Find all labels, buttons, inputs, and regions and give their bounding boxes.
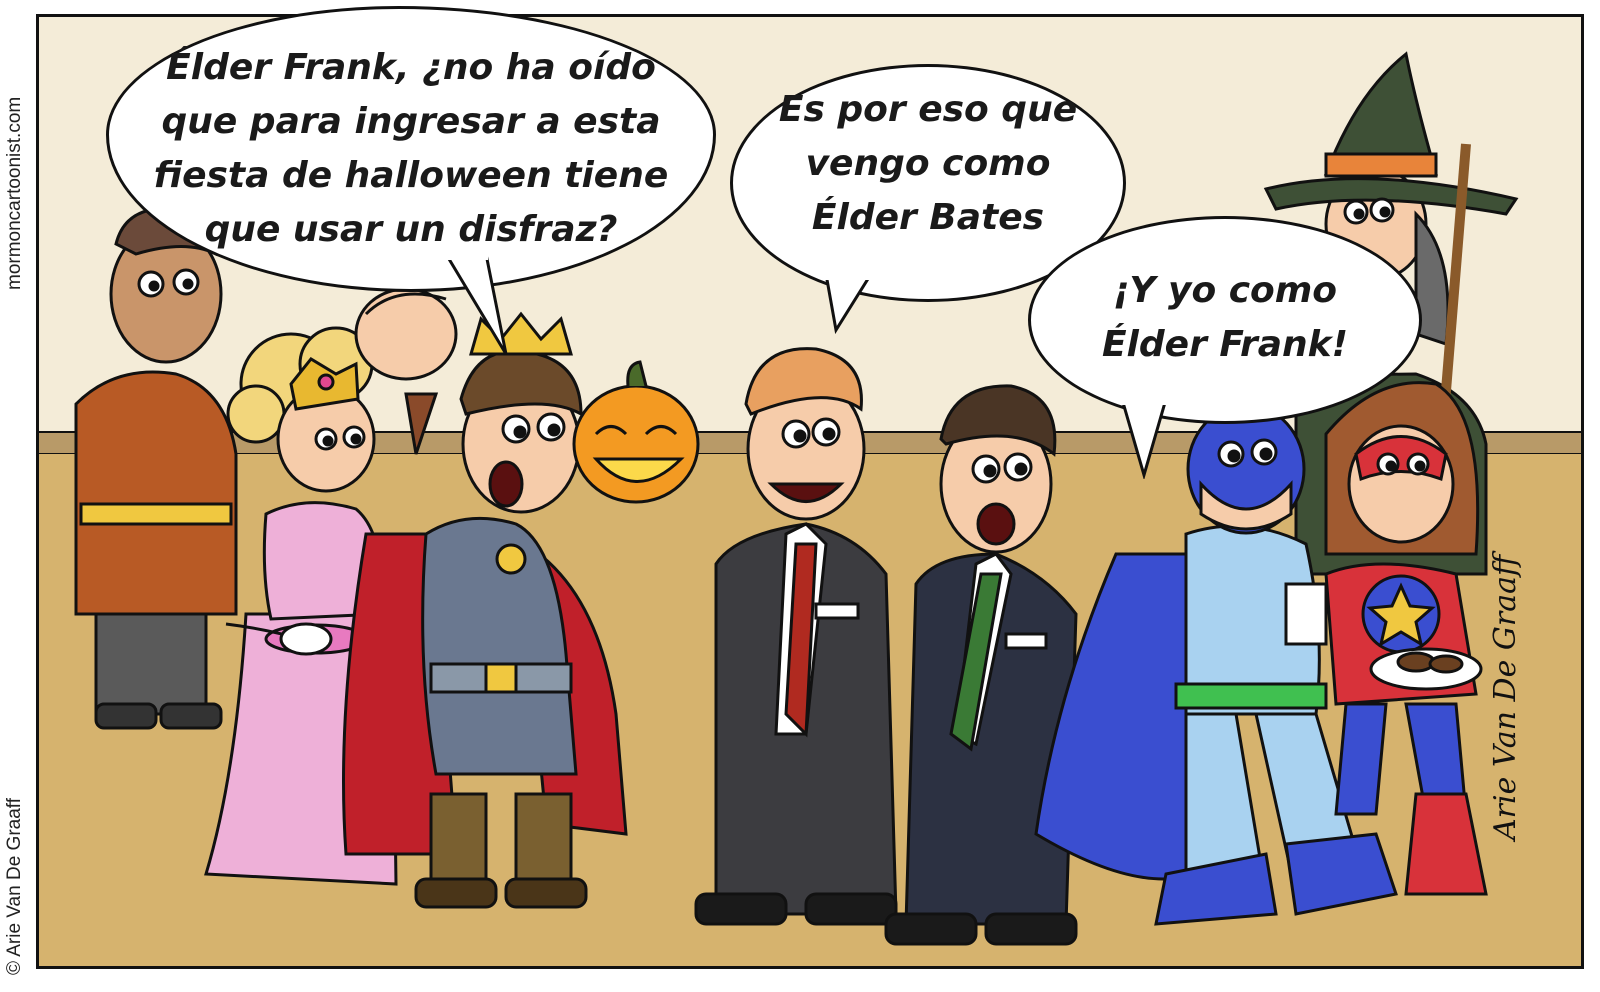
speech-line: ¡Y yo como [1112, 270, 1338, 311]
speech-line: Élder Frank! [1101, 324, 1349, 365]
speech-line: Es por eso que [778, 89, 1078, 130]
speech-bubble-missionary-tail [816, 274, 886, 334]
comic-panel [36, 14, 1584, 969]
speech-line: que usar un disfraz? [204, 209, 618, 250]
speech-line: Élder Frank, ¿no ha oído [166, 47, 656, 88]
site-credit: mormoncartoonist.com [4, 96, 25, 290]
copyright-credit: © Arie Van De Graaff [4, 798, 25, 975]
speech-line: Élder Bates [811, 197, 1045, 238]
speech-text-missionary [740, 83, 1116, 245]
speech-line: fiesta de halloween tiene [153, 155, 669, 196]
speech-text-batman [1038, 264, 1412, 372]
speech-text-king [136, 41, 686, 257]
speech-bubble-king-tail [436, 254, 516, 364]
speech-line: que para ingresar a esta [161, 101, 661, 142]
speech-bubble-batman-tail [1116, 399, 1176, 479]
speech-line: vengo como [805, 143, 1051, 184]
artist-signature: Arie Van De Graaff [1488, 554, 1523, 840]
